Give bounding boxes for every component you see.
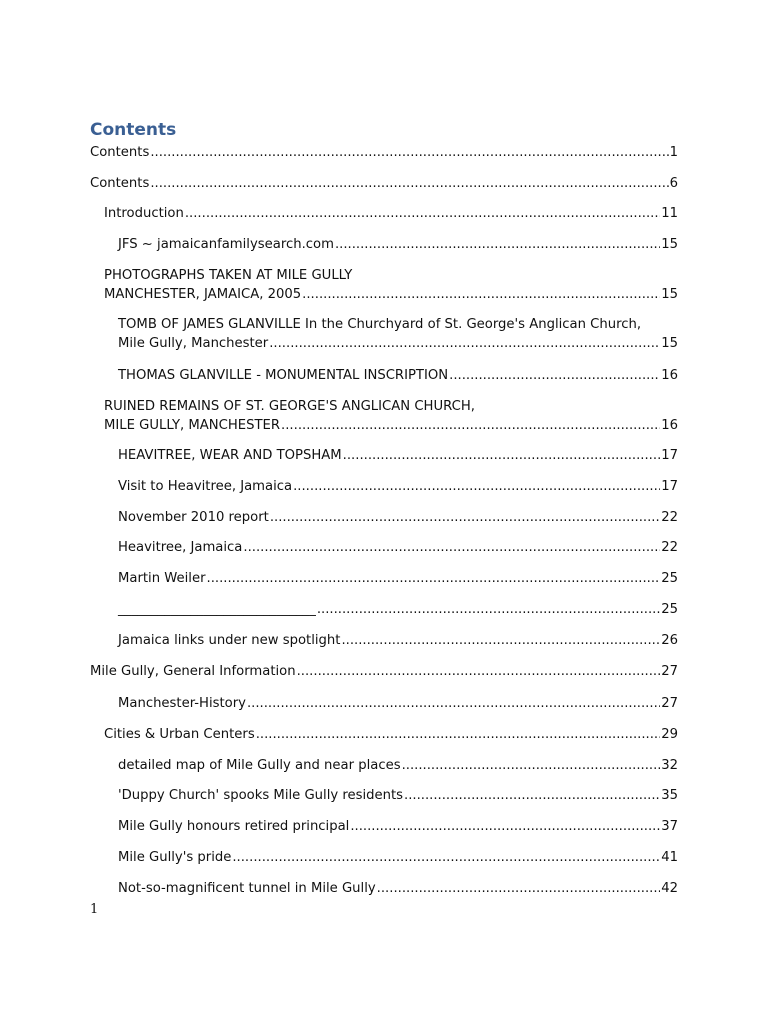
toc-dot-leader: [302, 285, 660, 304]
toc-page-number: 16: [661, 368, 678, 383]
toc-entry-title: Visit to Heavitree, Jamaica: [118, 479, 293, 494]
toc-dot-leader: [270, 508, 660, 527]
toc-entry[interactable]: [118, 315, 678, 353]
toc-entry-title: Jamaica links under new spotlight: [118, 633, 341, 648]
toc-dot-leader: [350, 817, 660, 836]
toc-dot-leader: [207, 569, 661, 588]
toc-entry-title: ______________________________: [118, 602, 316, 617]
toc-dot-leader: [281, 416, 660, 435]
toc-entry-title: HEAVITREE, WEAR AND TOPSHAM: [118, 448, 342, 463]
toc-page-number: 1: [669, 145, 678, 160]
toc-entry[interactable]: [104, 204, 678, 223]
toc-page-number: 6: [669, 176, 678, 191]
toc-entry[interactable]: [118, 477, 678, 496]
toc-dot-leader: [335, 235, 660, 254]
toc-page-number: 32: [661, 758, 678, 773]
toc-entry[interactable]: [118, 879, 678, 898]
toc-page-number: 26: [661, 633, 678, 648]
toc-dot-leader: [404, 786, 660, 805]
toc-entry[interactable]: [90, 174, 678, 193]
toc-entry-title: MILE GULLY, MANCHESTER: [104, 418, 281, 433]
toc-entry-title: Mile Gully honours retired principal: [118, 819, 350, 834]
toc-entry-title: Martin Weiler: [118, 571, 206, 586]
toc-page-number: 16: [661, 418, 678, 433]
toc-entry-title: TOMB OF JAMES GLANVILLE In the Churchyard of St. George's Anglican Church,: [118, 317, 642, 332]
toc-entry-title: Not-so-magnificent tunnel in Mile Gully: [118, 881, 376, 896]
toc-page-number: 42: [661, 881, 678, 896]
toc-page-number: 17: [661, 479, 678, 494]
toc-page-number: 25: [661, 571, 678, 586]
toc-entry-title: Mile Gully's pride: [118, 850, 232, 865]
page-number-footer: 1: [90, 902, 99, 917]
toc-entry[interactable]: [90, 662, 678, 681]
toc-entry[interactable]: [118, 817, 678, 836]
toc-dot-leader: [185, 204, 660, 223]
toc-entry[interactable]: [104, 266, 678, 304]
toc-page-number: 25: [661, 602, 678, 617]
toc-entry[interactable]: [118, 694, 678, 713]
toc-page-number: 35: [661, 788, 678, 803]
toc-entry[interactable]: [118, 366, 678, 385]
toc-dot-leader: [449, 366, 660, 385]
toc-dot-leader: [243, 538, 660, 557]
toc-page-number: 15: [661, 287, 678, 302]
toc-entry-title: detailed map of Mile Gully and near places: [118, 758, 401, 773]
toc-entry-title: Manchester-History: [118, 696, 246, 711]
toc-dot-leader: [293, 477, 660, 496]
toc-page-number: 17: [661, 448, 678, 463]
toc-entry-title: THOMAS GLANVILLE - MONUMENTAL INSCRIPTION: [118, 368, 449, 383]
toc-dot-leader: [150, 174, 668, 193]
toc-entry[interactable]: [118, 235, 678, 254]
toc-entry-title: Cities & Urban Centers: [104, 727, 255, 742]
toc-page-number: 29: [661, 727, 678, 742]
toc-entry[interactable]: [118, 508, 678, 527]
toc-entry[interactable]: [118, 756, 678, 775]
toc-page-number: 22: [661, 540, 678, 555]
toc-entry[interactable]: [118, 446, 678, 465]
toc-page-number: 37: [661, 819, 678, 834]
toc-page-number: 41: [661, 850, 678, 865]
toc-dot-leader: [341, 631, 660, 650]
toc-entry-title: November 2010 report: [118, 510, 269, 525]
toc-page-number: 15: [661, 237, 678, 252]
toc-entry[interactable]: [118, 786, 678, 805]
toc-entry[interactable]: [118, 631, 678, 650]
toc-entry[interactable]: [118, 538, 678, 557]
toc-entry-title: 'Duppy Church' spooks Mile Gully residents: [118, 788, 404, 803]
toc-dot-leader: [269, 334, 660, 353]
toc-page-number: 11: [661, 206, 678, 221]
toc-entry-title: Heavitree, Jamaica: [118, 540, 243, 555]
toc-entry-title: RUINED REMAINS OF ST. GEORGE'S ANGLICAN CHURCH,: [104, 399, 475, 414]
toc-entry[interactable]: [118, 569, 678, 588]
toc-page-number: 15: [661, 336, 678, 351]
toc-entry-title: JFS ~ jamaicanfamilysearch.com: [118, 237, 334, 252]
toc-dot-leader: [343, 446, 661, 465]
toc-entry-title: Contents: [90, 145, 150, 160]
toc-entry[interactable]: [118, 848, 678, 867]
toc-dot-leader: [247, 694, 660, 713]
toc-dot-leader: [150, 143, 668, 162]
toc-entry[interactable]: [118, 600, 678, 619]
toc-dot-leader: [402, 756, 661, 775]
toc-dot-leader: [377, 879, 661, 898]
toc-entry-title: MANCHESTER, JAMAICA, 2005: [104, 287, 302, 302]
toc-entry[interactable]: [90, 143, 678, 162]
toc-entry-title: Mile Gully, Manchester: [118, 336, 269, 351]
toc-entry-title: Contents: [90, 176, 150, 191]
toc-page-number: 27: [661, 696, 678, 711]
toc-entry[interactable]: [104, 397, 678, 435]
toc-dot-leader: [256, 725, 661, 744]
toc-dot-leader: [297, 662, 661, 681]
toc-entry-title: PHOTOGRAPHS TAKEN AT MILE GULLY: [104, 268, 353, 283]
toc-dot-leader: [232, 848, 660, 867]
toc-entry[interactable]: [104, 725, 678, 744]
toc-entry-title: Introduction: [104, 206, 184, 221]
toc-page-number: 22: [661, 510, 678, 525]
toc-dot-leader: [317, 600, 660, 619]
toc-heading: Contents: [90, 120, 177, 140]
toc-page-number: 27: [661, 664, 678, 679]
toc-entry-title: Mile Gully, General Information: [90, 664, 296, 679]
